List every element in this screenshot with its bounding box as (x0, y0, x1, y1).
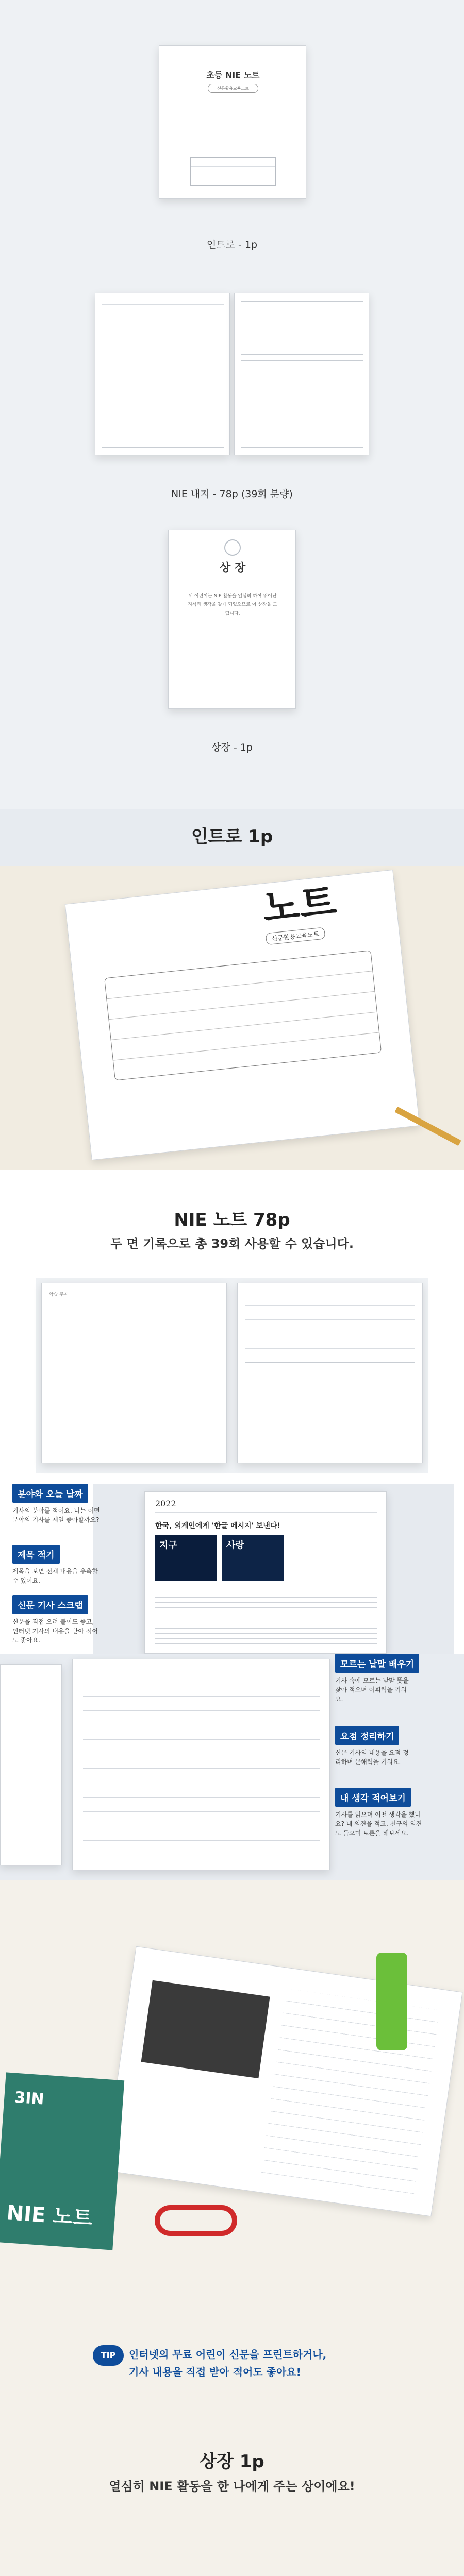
callout-summary (335, 1726, 459, 1767)
handwritten-left-page (0, 1664, 62, 1865)
callout-summary-tag: 요점 정리하기 (335, 1726, 399, 1745)
tip-badge: TIP (93, 2345, 124, 2366)
article-image-left (155, 1535, 217, 1581)
callout-field-date-tag: 분야와 오늘 날짜 (12, 1484, 88, 1503)
callout-opinion-text: 기사를 읽으며 어떤 생각을 했나요? 내 의견을 적고, 친구의 의견도 들으며 토론을 해보세요. (335, 1811, 422, 1837)
callout-scrap-tag: 신문 기사 스크랩 (12, 1595, 88, 1614)
medal-icon (224, 539, 241, 556)
desk-book (0, 2072, 124, 2250)
callout-vocab-tag: 모르는 낱말 배우기 (335, 1654, 419, 1673)
nie-spread (36, 1278, 428, 1473)
award-thumb-body: 위 어린이는 NIE 활동을 열심히 하여 뛰어난 지식과 생각을 갖게 되었으므로 이 상장을 드립니다. (188, 594, 277, 616)
article-date: 2022 (155, 1499, 176, 1509)
callout-vocab (335, 1654, 459, 1704)
spread-left-thumbnail (95, 293, 230, 455)
handwritten-section (0, 1654, 464, 1880)
intro-cover-word: 노트 (260, 879, 339, 931)
caption-award: 상장 - 1p (211, 742, 253, 753)
nie-right-page (237, 1283, 423, 1463)
desk-notebook (104, 1946, 462, 2217)
caption-spread: NIE 내지 - 78p (39회 분량) (171, 488, 293, 500)
article-image-right-label: 사랑 (226, 1540, 244, 1551)
callout-vocab-text: 기사 속에 모르는 낱말 뜻을 찾아 적으며 어휘력을 키워요. (335, 1677, 409, 1703)
callout-title (12, 1545, 100, 1585)
article-page (144, 1491, 387, 1654)
caption-cover: 인트로 - 1p (206, 239, 258, 250)
glue-stick-icon (376, 1953, 407, 2050)
nie-subtitle: 두 면 기록으로 총 39회 사용할 수 있습니다. (110, 1236, 354, 1251)
intro-title: 인트로 1p (191, 826, 273, 847)
spread-right-thumbnail (234, 293, 369, 455)
intro-form (104, 950, 382, 1080)
callout-field-date-text: 기사의 분야를 적어요. 나는 어떤 분야의 기사를 제일 좋아할까요? (12, 1507, 100, 1523)
intro-section (0, 809, 464, 1170)
callouts-right (335, 1654, 459, 1880)
callout-scrap-text: 신문을 직접 오려 붙이도 좋고, 인터넷 기사의 내용을 받아 적어도 좋아요. (12, 1618, 98, 1644)
cover-form-box (190, 157, 276, 186)
tip-line2: 기사 내용을 직접 받아 적어도 좋아요! (129, 2366, 301, 2378)
award-thumb-title: 상 장 (219, 562, 246, 574)
callout-title-tag: 제목 적기 (12, 1545, 60, 1564)
book-label: NIE 노트 (6, 2201, 93, 2231)
tip-line1: 인터넷의 무료 어린이 신문을 프린트하거나, (129, 2348, 327, 2361)
award-subtitle: 열심히 NIE 활동을 한 나에게 주는 상이에요! (109, 2479, 355, 2494)
award-title: 상장 1p (200, 2451, 264, 2472)
article-image-left-label: 지구 (159, 1540, 177, 1551)
article-notebook (93, 1484, 454, 1654)
cover-thumbnail (159, 45, 306, 199)
callout-summary-text: 신문 기사의 내용을 요점 정리하며 문해력을 키워요. (335, 1749, 409, 1766)
cover-title: 초등 NIE 노트 (206, 70, 260, 80)
article-headline: 한국, 외계인에게 '한글 메시지' 보낸다! (155, 1522, 280, 1530)
desk-photo-section (0, 1880, 464, 2576)
award-thumbnail (168, 530, 296, 709)
intro-photo (0, 866, 464, 1170)
handwritten-main-page (72, 1659, 330, 1870)
tip-banner (93, 2339, 412, 2385)
intro-notebook (65, 870, 420, 1160)
article-image-right (222, 1535, 284, 1581)
scissors-icon (155, 2205, 237, 2236)
overview-section (0, 0, 464, 809)
callout-opinion-tag: 내 생각 적어보기 (335, 1788, 411, 1807)
callout-title-text: 제목을 보면 전체 내용을 추측할 수 있어요. (12, 1568, 98, 1584)
nie-left-header: 학습 주제 (49, 1292, 69, 1297)
callout-scrap (12, 1595, 100, 1645)
callouts-left (0, 1484, 98, 1654)
cover-subtitle: 신문활용교육노트 (208, 84, 258, 93)
intro-cover-subtitle: 신문활용교육노트 (266, 927, 326, 945)
nie-left-page (41, 1283, 227, 1463)
book-badge: 3IN (14, 2088, 45, 2109)
nie-title: NIE 노트 78p (174, 1210, 290, 1230)
callout-opinion (335, 1788, 459, 1838)
callout-field-date (12, 1484, 100, 1524)
